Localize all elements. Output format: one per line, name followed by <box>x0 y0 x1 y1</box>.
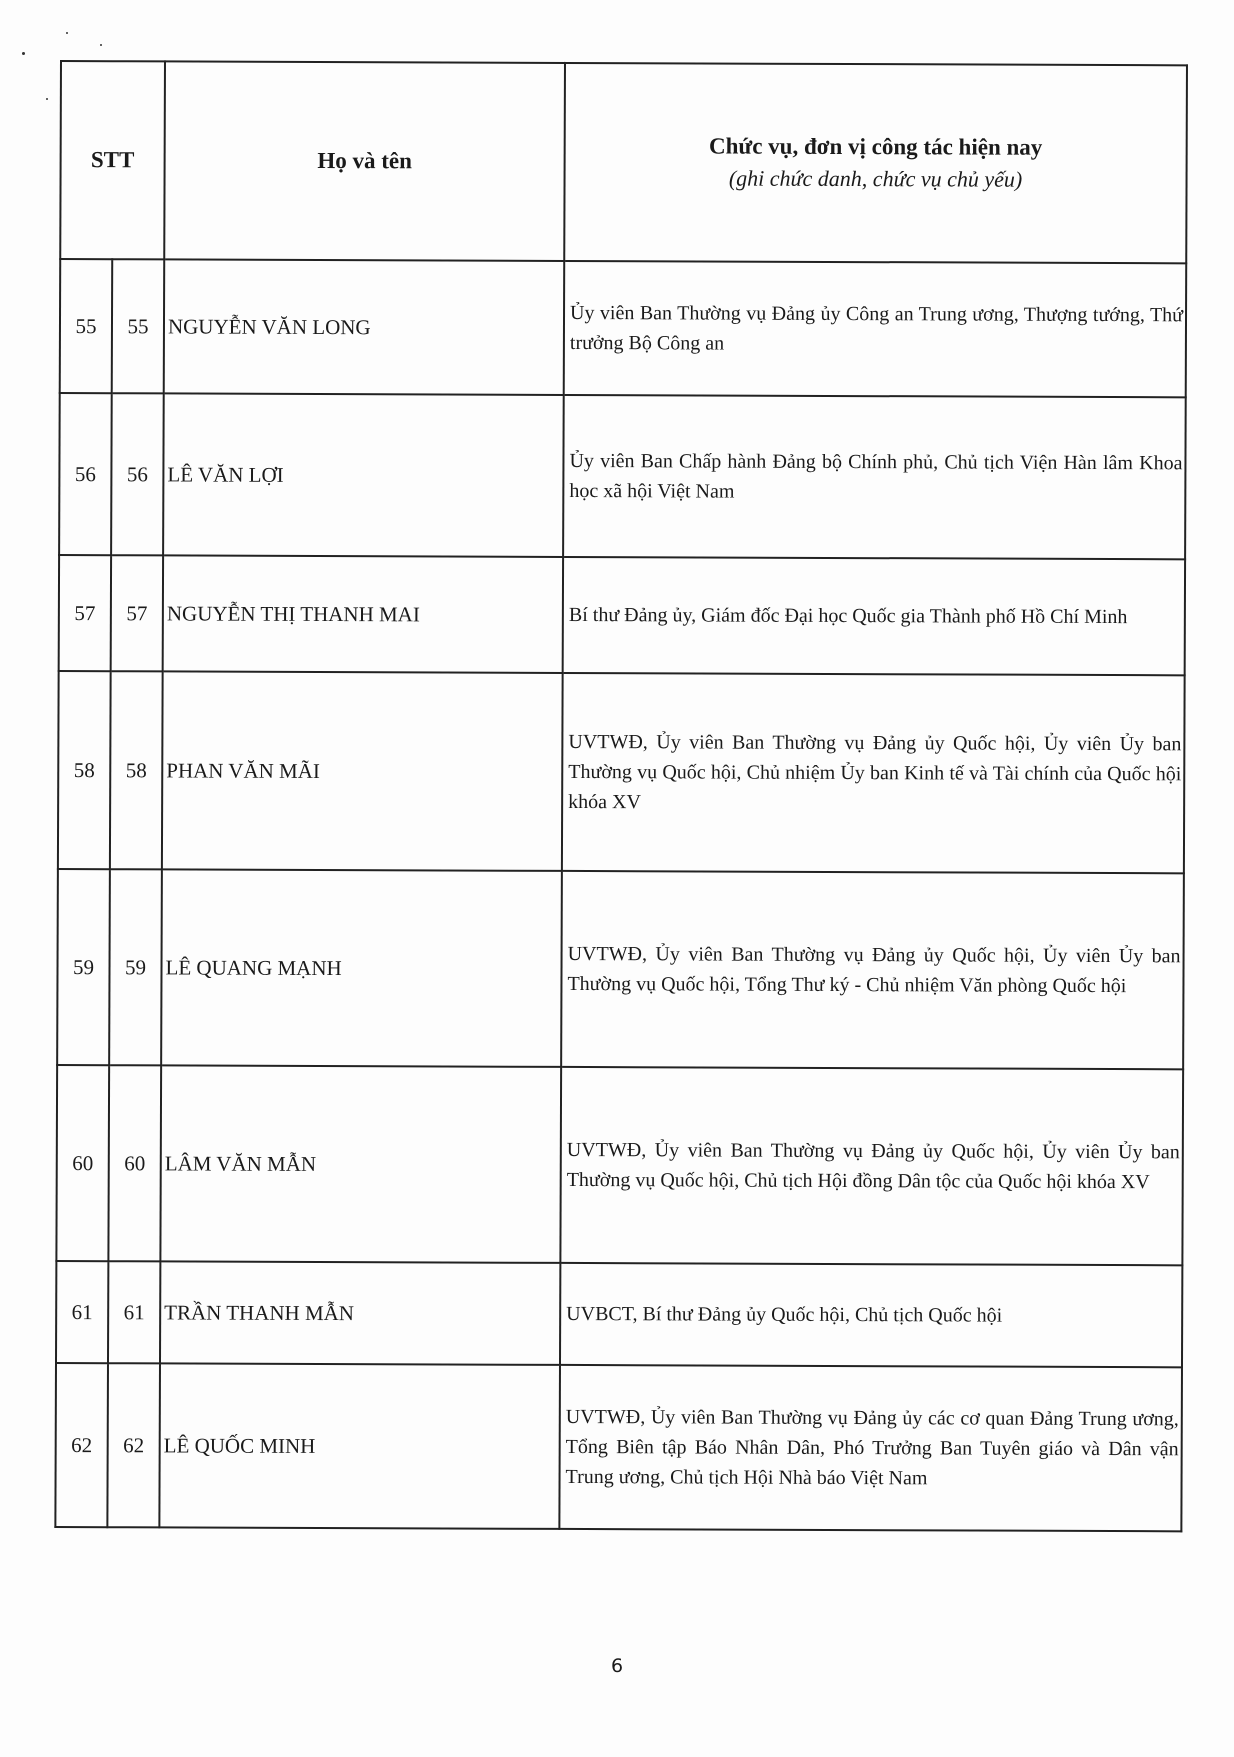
stt-cell: 55 <box>60 259 113 393</box>
position-cell: UVBCT, Bí thư Đảng ủy Quốc hội, Chủ tịch Quốc hội <box>560 1263 1182 1367</box>
table-row <box>58 671 1185 873</box>
table-row <box>59 393 1186 559</box>
name-cell: LÊ VĂN LỢI <box>163 393 564 557</box>
page-number: 6 <box>610 1655 624 1677</box>
stt-header: STT <box>60 61 165 259</box>
name-cell: LÊ QUỐC MINH <box>159 1363 560 1529</box>
stt-sub-cell: 62 <box>107 1363 160 1527</box>
table-header-row <box>60 61 1187 263</box>
stt-sub-cell: 61 <box>108 1261 160 1363</box>
name-cell: PHAN VĂN MÃI <box>162 671 563 871</box>
table-row <box>59 555 1185 675</box>
position-cell: UVTWĐ, Ủy viên Ban Thường vụ Đảng ủy Quốc hội, Ủy viên Ủy ban Thường vụ Quốc hội, Chủ tịch Hội đồng Dân tộc của Quốc hội khóa XV <box>560 1067 1183 1265</box>
position-header <box>564 63 1187 263</box>
stt-cell: 62 <box>55 1363 108 1527</box>
name-cell: LÂM VĂN MẪN <box>160 1065 561 1263</box>
position-header-note: (ghi chức danh, chức vụ chủ yếu) <box>728 165 1023 192</box>
stt-cell: 60 <box>56 1065 109 1261</box>
scan-speck <box>100 44 102 46</box>
name-cell: TRẦN THANH MẪN <box>160 1261 560 1365</box>
table-row <box>60 259 1187 397</box>
position-cell: UVTWĐ, Ủy viên Ban Thường vụ Đảng ủy Quốc hội, Ủy viên Ủy ban Thường vụ Quốc hội, Chủ nhiệm Ủy ban Kinh tế và Tài chính của Quốc hội khóa XV <box>562 673 1185 873</box>
stt-cell: 59 <box>57 869 110 1065</box>
scan-speck <box>46 98 48 100</box>
stt-sub-cell: 57 <box>111 555 163 671</box>
stt-cell: 61 <box>56 1261 108 1363</box>
name-cell: NGUYỄN VĂN LONG <box>164 259 565 395</box>
stt-sub-cell: 55 <box>112 259 165 393</box>
scan-speck <box>22 52 25 55</box>
name-cell: LÊ QUANG MẠNH <box>161 869 562 1067</box>
scan-speck <box>66 32 68 34</box>
table-row <box>56 1261 1182 1367</box>
stt-sub-cell: 60 <box>108 1065 161 1261</box>
stt-sub-cell: 59 <box>109 869 162 1065</box>
name-cell: NGUYỄN THỊ THANH MAI <box>163 555 563 673</box>
table-row <box>57 869 1184 1069</box>
table-row <box>56 1065 1183 1265</box>
table-row <box>55 1363 1182 1531</box>
stt-cell: 56 <box>59 393 112 555</box>
name-header: Họ và tên <box>164 61 565 261</box>
position-header-title: Chức vụ, đơn vị công tác hiện nay <box>709 133 1043 160</box>
stt-sub-cell: 56 <box>111 393 164 555</box>
candidate-table <box>54 60 1188 1532</box>
stt-cell: 58 <box>58 671 111 869</box>
stt-sub-cell: 58 <box>110 671 163 869</box>
position-cell: Ủy viên Ban Thường vụ Đảng ủy Công an Trung ương, Thượng tướng, Thứ trưởng Bộ Công an <box>564 261 1187 397</box>
position-cell: Ủy viên Ban Chấp hành Đảng bộ Chính phủ, Chủ tịch Viện Hàn lâm Khoa học xã hội Việt Nam <box>563 395 1186 559</box>
position-cell: UVTWĐ, Ủy viên Ban Thường vụ Đảng ủy Quốc hội, Ủy viên Ủy ban Thường vụ Quốc hội, Tổng Thư ký - Chủ nhiệm Văn phòng Quốc hội <box>561 871 1184 1069</box>
position-cell: UVTWĐ, Ủy viên Ban Thường vụ Đảng ủy các cơ quan Đảng Trung ương, Tổng Biên tập Báo Nhân Dân, Phó Trưởng Ban Tuyên giáo và Dân vận Trung ương, Chủ tịch Hội Nhà báo Việt Nam <box>559 1365 1182 1531</box>
stt-cell: 57 <box>59 555 111 671</box>
position-cell: Bí thư Đảng ủy, Giám đốc Đại học Quốc gia Thành phố Hồ Chí Minh <box>563 557 1185 675</box>
